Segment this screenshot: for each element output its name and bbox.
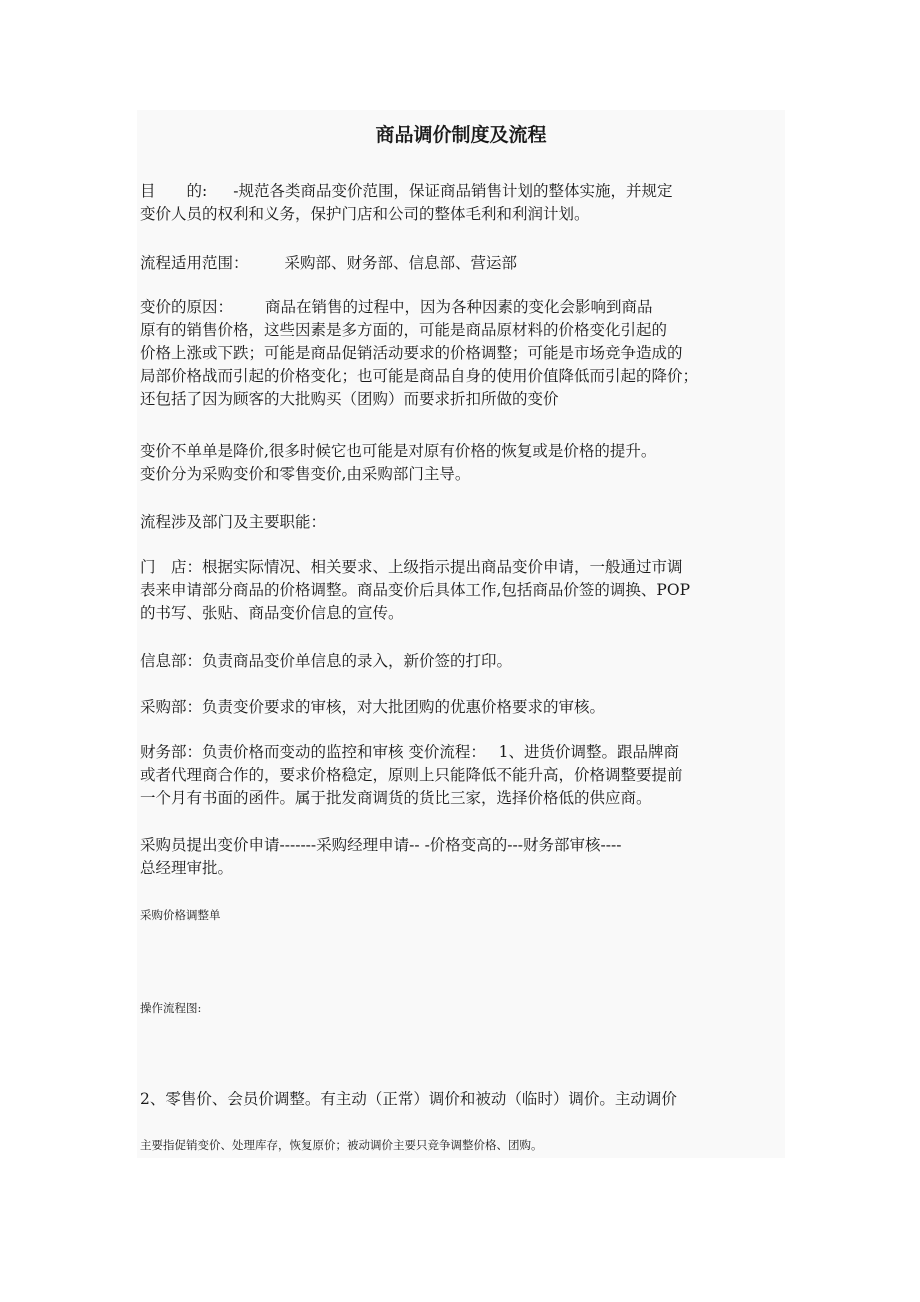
store-line-1: 门 店：根据实际情况、相关要求、上级指示提出商品变价申请，一般通过市调: [140, 558, 683, 576]
purpose-label: 目 的:: [140, 182, 208, 200]
info-dept-paragraph: 信息部：负责商品变价单信息的录入，新价签的打印。: [140, 652, 513, 670]
purpose-line-1: 目 的: -规范各类商品变价范围，保证商品销售计划的整体实施，并规定: [140, 182, 673, 200]
purpose-line-2: 变价人员的权利和义务，保护门店和公司的整体毛利和利润计划。: [140, 205, 590, 223]
flow-paragraph: [140, 834, 785, 880]
note-line-2: 变价分为采购变价和零售变价,由采购部门主导。: [140, 465, 471, 483]
purpose-paragraph: [140, 180, 785, 226]
reason-line-3: 价格上涨或下跌；可能是商品促销活动要求的价格调整；可能是市场竞争造成的: [140, 344, 683, 362]
finance-dept-paragraph: [140, 741, 785, 810]
purchase-dept-paragraph: 采购部：负责变价要求的审核，对大批团购的优惠价格要求的审核。: [140, 698, 606, 716]
flow-line-1: 采购员提出变价申请-------采购经理申请-- -价格变高的---财务部审核----: [140, 836, 622, 854]
reason-paragraph: [140, 296, 785, 411]
flow-line-2: 总经理审批。: [140, 859, 234, 877]
scope-value: 采购部、财务部、信息部、营运部: [284, 254, 518, 272]
reason-line-5: 还包括了因为顾客的大批购买（团购）而要求折扣所做的变价: [140, 390, 559, 408]
store-paragraph: [140, 556, 785, 625]
retail-paragraph-line-1: 2、零售价、会员价调整。有主动（正常）调价和被动（临时）调价。主动调价: [140, 1090, 677, 1108]
departments-heading: 流程涉及部门及主要职能：: [140, 513, 327, 531]
store-line-2: 表来申请部分商品的价格调整。商品变价后具体工作,包括商品价签的调换、POP: [140, 581, 690, 599]
flowchart-caption: 操作流程图:: [140, 1001, 202, 1015]
store-line-3: 的书写、张贴、商品变价信息的宣传。: [140, 604, 404, 622]
reason-line-2: 原有的销售价格，这些因素是多方面的，可能是商品原材料的价格变化引起的: [140, 321, 668, 339]
document-title: 商品调价制度及流程: [375, 124, 547, 146]
retail-paragraph-line-2: 主要指促销变价、处理库存，恢复原价；被动调价主要只竞争调整价格、团购。: [140, 1138, 543, 1152]
reason-line-1: 变价的原因： 商品在销售的过程中，因为各种因素的变化会影响到商品: [140, 298, 653, 316]
finance-line-1: 财务部：负责价格而变动的监控和审核 变价流程： 1、进货价调整。跟品牌商: [140, 743, 679, 761]
scope-label: 流程适用范围：: [140, 254, 249, 272]
reason-line-4: 局部价格战而引起的价格变化；也可能是商品自身的使用价值降低而引起的降价；: [140, 367, 699, 385]
note-paragraph: [140, 440, 785, 486]
finance-line-3: 一个月有书面的函件。属于批发商调货的货比三家，选择价格低的供应商。: [140, 789, 652, 807]
reason-label: 变价的原因：: [140, 298, 234, 316]
form-caption: 采购价格调整单: [140, 908, 221, 922]
finance-line-2: 或者代理商合作的，要求价格稳定，原则上只能降低不能升高，价格调整要提前: [140, 766, 683, 784]
note-line-1: 变价不单单是降价,很多时候它也可能是对原有价格的恢复或是价格的提升。: [140, 442, 657, 460]
scope-paragraph: [140, 252, 785, 275]
